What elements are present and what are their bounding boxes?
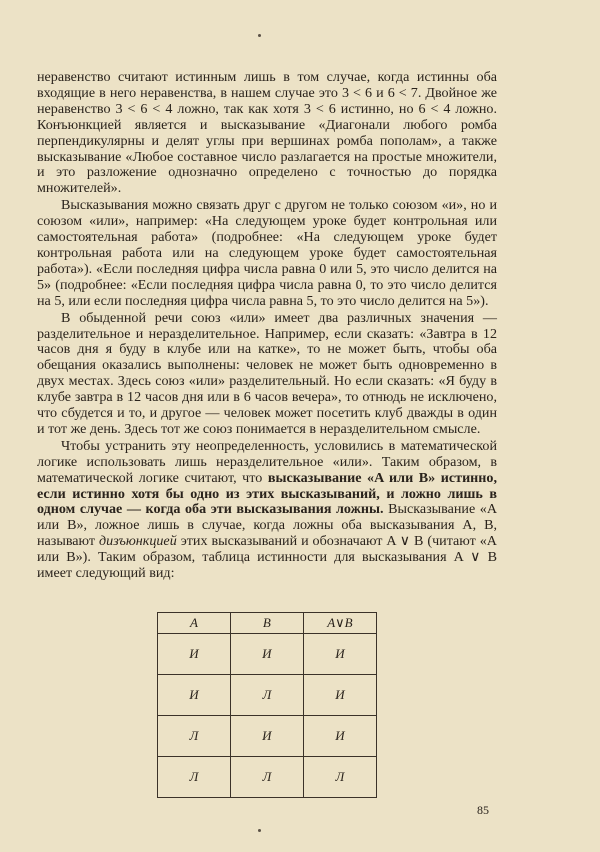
header-a: A xyxy=(158,613,231,634)
cell-a: И xyxy=(158,634,231,675)
table-row xyxy=(158,757,377,798)
cell-a-or-b: Л xyxy=(303,757,376,798)
paragraph-2: Высказывания можно связать друг с другом не только союзом «и», но и союзом «или», например: «На следующем уроке будет контрольная или самостоятельная работа» (подробнее: «На следующем уроке будет контрольная работа или на следующем уроке будет самостоятельная работа»). «Если последняя цифра числа равна 0 или 5, это число делится на 5» (подробнее: «Если последняя цифра числа равна 0, то это число делится на 5, или если последняя цифра числа равна 5, то это число делится на 5»). xyxy=(37,197,497,309)
cell-b: И xyxy=(230,716,303,757)
disjunction-definition: высказывание «A или B» истинно, если истинно хотя бы одно из этих высказываний, и ложно лишь в одном случае — когда оба эти высказывания ложны. xyxy=(37,469,497,518)
print-speck xyxy=(258,829,261,832)
paragraph-4 xyxy=(37,439,497,582)
p4-intro: Чтобы устранить эту неопределенность, условились в математической логике использовать лишь неразделительное «или». Таким образом, в математической логике считают, что xyxy=(37,437,497,486)
page-number: 85 xyxy=(477,803,489,817)
cell-a-or-b: И xyxy=(303,675,376,716)
print-speck xyxy=(258,34,261,37)
paragraph-3: В обыденной речи союз «или» имеет два различных значения — разделительное и неразделительное. Например, если сказать: «Завтра в 12 часов дня я буду в клубе или на катке», то не может быть, чтобы оба обещания оказались выполнены: человек не может быть одновременно в двух местах. Здесь союз «или» разделительный. Но если сказать: «Я буду в клубе завтра в 12 часов дня или в 6 часов вечера», то отнюдь не исключено, что сбудется и то, и другое — человек может посетить клуб дважды в один и тот же день. Здесь тот же союз понимается в неразделительном смысле. xyxy=(37,309,497,437)
cell-a-or-b: И xyxy=(303,634,376,675)
header-b: B xyxy=(230,613,303,634)
cell-a-or-b: И xyxy=(303,716,376,757)
table-row xyxy=(158,675,377,716)
cell-b: Л xyxy=(230,675,303,716)
cell-a: Л xyxy=(158,757,231,798)
cell-a: Л xyxy=(158,716,231,757)
body-text xyxy=(37,70,497,582)
cell-a: И xyxy=(158,675,231,716)
header-a-or-b: A∨B xyxy=(303,613,376,634)
truth-table-header xyxy=(158,613,377,634)
term-disjunction: дизъюнкцией xyxy=(99,533,177,550)
truth-table xyxy=(157,612,377,798)
p4-end: этих высказываний и обозначают A ∨ B (читают «A или B»). Таким образом, таблица истинности для высказывания A ∨ B имеет следующий вид: xyxy=(37,533,497,582)
cell-b: И xyxy=(230,634,303,675)
cell-b: Л xyxy=(230,757,303,798)
table-row xyxy=(158,634,377,675)
paragraph-1: неравенство считают истинным лишь в том случае, когда истинны оба входящие в него неравенства, в нашем случае это 3 < 6 и 6 < 7. Двойное же неравенство 3 < 6 < 4 ложно, так как хотя 3 < 6 истинно, но 6 < 4 ложно. Конъюнкцией является и высказывание «Диагонали любого ромба перпендикулярны и делят углы при вершинах ромба пополам», а также высказывание «Любое составное число разлагается на простые множители, и это разложение однозначно определено с точностью до порядка множителей». xyxy=(37,69,497,197)
table-row xyxy=(158,716,377,757)
p4-mid: Высказывание «A или B», ложное лишь в случае, когда ложны оба высказывания A, B, называют xyxy=(37,501,497,550)
